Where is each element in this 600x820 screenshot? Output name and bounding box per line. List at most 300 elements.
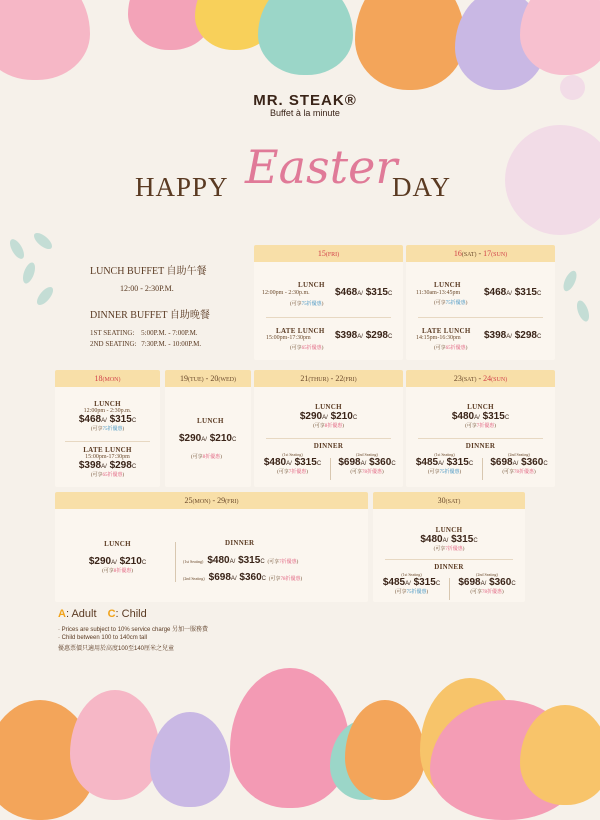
discount-note	[55, 471, 160, 478]
dinner-label: DINNER	[465, 442, 496, 450]
date-number: 25	[184, 496, 193, 505]
meal-label: LUNCH	[467, 403, 494, 411]
adult-price: $290	[299, 411, 323, 422]
discount-note	[450, 588, 524, 595]
dinner-buffet-title: DINNER BUFFET 自助晚餐	[90, 310, 210, 321]
disc-pre: (可享	[102, 569, 114, 574]
discount-note	[55, 425, 160, 432]
child-price: $315	[294, 457, 317, 468]
disc-post: )	[426, 590, 429, 595]
second-seating	[183, 567, 302, 585]
lunch-section	[55, 400, 160, 432]
adult-suffix: A	[101, 418, 106, 424]
seating-label: (2nd Seating)	[476, 572, 498, 577]
adult-price: $290	[179, 433, 202, 444]
adult-suffix: A	[357, 291, 362, 297]
adult-suffix: A	[506, 334, 511, 340]
meal-label: LUNCH	[298, 281, 325, 289]
lunch-buffet-time: 12:00 - 2:30P.M.	[120, 284, 174, 293]
disc-post: )	[321, 346, 324, 351]
leaf-decoration	[34, 284, 56, 307]
disc-value: 7折優惠	[476, 424, 495, 429]
meal-label: LATE LUNCH	[83, 446, 132, 454]
adult-price: $480	[207, 555, 230, 566]
disc-pre: (可享	[90, 473, 103, 478]
legend-note: 優惠票價只適用於高度100至140厘米之兒童	[58, 646, 175, 652]
date-header	[55, 492, 368, 509]
date-dash: -	[330, 374, 334, 383]
slash: /	[446, 538, 449, 544]
child-suffix: C	[511, 581, 516, 587]
disc-value: 7折優惠	[279, 560, 297, 565]
child-price: $315	[365, 287, 388, 298]
disc-value: 78折優惠	[361, 470, 382, 475]
child-price: $315	[446, 457, 469, 468]
first-seating-row	[90, 329, 250, 337]
divider	[418, 317, 543, 318]
disc-pre: (可享	[465, 424, 477, 429]
date-header	[254, 370, 403, 387]
late-lunch-section	[55, 446, 160, 478]
child-letter: C	[107, 608, 116, 620]
adult-suffix: A	[286, 461, 291, 467]
adult-price: $290	[88, 556, 112, 567]
disc-pre: (可享	[433, 547, 446, 552]
disc-value: 65折優惠	[102, 473, 123, 478]
disc-value: 7折優惠	[445, 547, 463, 552]
child-suffix: C	[536, 291, 542, 297]
date-number: 24	[483, 374, 492, 383]
slash: /	[115, 560, 117, 566]
legend-note: · Prices are subject to 10% service charge 另加一服務費	[58, 627, 209, 633]
discount-note	[483, 468, 555, 475]
disc-pre: (可享	[290, 302, 302, 307]
disc-pre: (可享	[313, 424, 325, 429]
discount-note	[406, 422, 555, 429]
price-line	[55, 460, 160, 471]
seating-label: (1st Seating)	[183, 559, 204, 564]
discount-note	[290, 300, 323, 307]
adult-suffix: A	[506, 291, 511, 297]
price-legend	[58, 608, 208, 652]
disc-pre: (可享	[427, 470, 440, 475]
easter-egg-decoration	[345, 700, 425, 800]
brand-logo	[250, 92, 360, 118]
adult-price: $698	[338, 457, 361, 468]
price-line	[375, 577, 448, 588]
slash: /	[105, 464, 107, 470]
price-line	[207, 555, 267, 566]
disc-value: 8折優惠	[324, 424, 343, 429]
child-suffix: C	[473, 538, 478, 544]
discount-note	[290, 344, 323, 351]
disc-pre: (可享	[470, 590, 482, 595]
child-price: $298	[514, 330, 537, 341]
child-suffix: C	[391, 461, 396, 467]
discount-note	[373, 545, 525, 552]
weekday: (WED)	[218, 377, 236, 383]
second-seating	[331, 452, 403, 475]
discount-note	[408, 468, 481, 475]
disc-post: )	[502, 590, 504, 595]
meal-label: LUNCH	[94, 400, 121, 408]
date-box-19-20	[165, 370, 251, 487]
child-price: $210	[209, 433, 232, 444]
dinner-label: DINNER	[225, 539, 255, 547]
disc-post: )	[462, 547, 465, 552]
divider	[266, 438, 391, 439]
child-suffix: C	[387, 291, 393, 297]
date-dash: -	[478, 249, 482, 258]
price-line	[335, 330, 392, 341]
date-number: 16	[453, 249, 462, 258]
weekday: (SUN)	[491, 252, 508, 258]
first-seating	[375, 572, 448, 595]
first-seating	[256, 452, 329, 475]
discount-note	[267, 560, 298, 565]
easter-egg-decoration	[70, 690, 160, 800]
legend-note: · Child between 100 to 140cm tall	[58, 635, 148, 641]
divider	[385, 559, 513, 560]
price-line	[408, 457, 481, 468]
disc-pre: (可享	[502, 470, 514, 475]
date-number: 18	[94, 374, 103, 383]
meal-time: 14:15pm-16:30pm	[416, 335, 461, 341]
disc-pre: (可享	[350, 470, 362, 475]
disc-post: )	[465, 346, 468, 351]
date-number: 23	[453, 374, 462, 383]
disc-post: )	[534, 470, 536, 475]
disc-post: )	[131, 569, 133, 574]
adult-suffix: A	[360, 461, 365, 467]
slash: /	[510, 291, 512, 297]
child-price: $298	[365, 330, 388, 341]
child-price: $298	[109, 460, 132, 471]
price-line	[55, 414, 160, 425]
weekday: (FRI)	[225, 499, 239, 505]
first-seating-label: 1ST SEATING:	[90, 329, 135, 337]
child-price: $360	[489, 577, 512, 588]
disc-value: 78折優惠	[280, 577, 301, 582]
leaf-decoration	[561, 269, 579, 293]
brand-tagline: Buffet à la minute	[270, 108, 340, 118]
date-number: 21	[300, 374, 309, 383]
adult-suffix: A	[101, 464, 106, 470]
date-header	[165, 370, 251, 387]
date-number: 17	[483, 249, 492, 258]
disc-pre: (可享	[394, 590, 407, 595]
weekday: (FRI)	[343, 377, 357, 383]
adult-suffix: A	[405, 581, 410, 587]
weekday: (SAT)	[445, 499, 461, 505]
second-seating-time: 7:30P.M. - 10:00P.M.	[141, 340, 202, 348]
dinner-label: DINNER	[313, 442, 344, 450]
date-header	[373, 492, 525, 509]
date-header	[254, 245, 403, 262]
leaf-decoration	[31, 230, 54, 252]
discount-note	[256, 468, 329, 475]
adult-price: $698	[208, 572, 231, 583]
disc-value: 7折優惠	[288, 470, 307, 475]
easter-egg-decoration	[355, 0, 465, 90]
child-suffix: C	[316, 461, 322, 467]
meal-label: LUNCH	[435, 526, 463, 534]
price-line	[331, 457, 403, 468]
second-seating-label: 2ND SEATING:	[90, 340, 137, 348]
slash: /	[290, 461, 292, 467]
seating-label: (1st Seating)	[401, 572, 422, 577]
weekday: (SAT)	[461, 377, 477, 383]
price-line	[484, 287, 541, 298]
slash: /	[326, 415, 328, 421]
leaf-decoration	[7, 237, 27, 261]
second-seating	[483, 452, 555, 475]
child-suffix: C	[504, 415, 510, 421]
disc-post: )	[122, 473, 125, 478]
adult-suffix: A	[474, 415, 479, 421]
price-line	[335, 287, 392, 298]
slash: /	[409, 581, 411, 587]
easter-egg-decoration	[230, 668, 350, 808]
slash: /	[516, 461, 519, 467]
disc-post: )	[306, 470, 308, 475]
child-suffix: C	[352, 415, 358, 421]
date-box-16-17	[406, 245, 555, 360]
child-suffix: C	[468, 461, 474, 467]
discount-note	[375, 588, 448, 595]
price-line	[209, 572, 269, 583]
slash: /	[234, 576, 237, 582]
adult-price: $485	[415, 457, 439, 468]
disc-pre: (可享	[191, 455, 203, 460]
watercolor-circle	[560, 75, 585, 100]
title-day: DAY	[392, 172, 452, 202]
adult-suffix: A	[201, 437, 206, 443]
title-happy: HAPPY	[135, 172, 229, 202]
weekday: (THUR)	[308, 377, 329, 383]
child-price: $210	[330, 411, 353, 422]
disc-value: 75折優惠	[301, 302, 322, 307]
slash: /	[442, 461, 444, 467]
disc-post: )	[382, 470, 384, 475]
date-number: 29	[217, 496, 226, 505]
adult-price: $480	[451, 411, 475, 422]
slash: /	[364, 461, 367, 467]
disc-value: 8折優惠	[202, 455, 221, 460]
slash: /	[205, 437, 207, 443]
child-suffix: C	[387, 334, 393, 340]
disc-value: 65折優惠	[301, 346, 322, 351]
easter-egg-decoration	[0, 0, 90, 80]
weekday: (FRI)	[325, 252, 340, 258]
child-price: $315	[109, 414, 132, 425]
divider	[418, 438, 543, 439]
slash: /	[510, 334, 512, 340]
easter-egg-decoration	[258, 0, 353, 75]
meal-label: LUNCH	[315, 403, 342, 411]
adult-suffix: A	[230, 576, 235, 582]
child-price: $315	[238, 555, 261, 566]
dinner-label: DINNER	[434, 563, 464, 571]
adult-suffix: A	[357, 334, 362, 340]
disc-value: 75折優惠	[439, 470, 460, 475]
seating-label: (2nd Seating)	[183, 576, 205, 581]
adult-price: $468	[335, 287, 358, 298]
child-suffix: C	[543, 461, 548, 467]
date-box-25-29	[55, 492, 368, 602]
date-dash: -	[212, 496, 216, 505]
child-price: $360	[239, 572, 262, 583]
weekday: (MON)	[102, 377, 121, 383]
adult-suffix: A	[229, 559, 234, 565]
leaf-decoration	[21, 261, 38, 285]
disc-post: )	[465, 301, 468, 306]
price-line	[450, 577, 524, 588]
disc-pre: (可享	[277, 470, 289, 475]
adult-price: $480	[263, 457, 287, 468]
child-suffix: C	[261, 576, 266, 582]
meal-time: 12:00pm - 2:30p.m.	[83, 408, 132, 414]
date-number: 15	[317, 249, 326, 258]
weekday: (SUN)	[491, 377, 508, 383]
title-easter: Easter	[245, 140, 398, 194]
date-header	[55, 370, 160, 387]
meal-label: LATE LUNCH	[276, 327, 325, 335]
child-price: $315	[482, 411, 505, 422]
date-number: 22	[335, 374, 344, 383]
disc-value: 78折優惠	[513, 470, 534, 475]
watercolor-circle	[505, 125, 600, 235]
meal-label: LUNCH	[197, 417, 224, 425]
disc-post: )	[459, 470, 462, 475]
discount-note	[331, 468, 403, 475]
meal-time: 11:30am-13:45pm	[416, 290, 461, 296]
slash: /	[478, 415, 480, 421]
first-seating	[183, 550, 298, 568]
child-price: $210	[119, 556, 142, 567]
lunch-section	[373, 526, 525, 552]
adult-suffix: A	[322, 415, 327, 421]
price-line	[65, 556, 170, 567]
disc-value: 78折優惠	[481, 590, 502, 595]
child-price: $315	[451, 534, 474, 545]
price-line	[484, 330, 541, 341]
price-line	[254, 411, 403, 422]
adult-price: $468	[484, 287, 507, 298]
discount-note	[65, 567, 170, 574]
disc-pre: (可享	[290, 346, 302, 351]
child-suffix: C	[260, 559, 265, 565]
disc-value: 75折優惠	[445, 301, 466, 306]
slash: /	[105, 418, 107, 424]
second-seating-row	[90, 340, 250, 348]
disc-post: )	[296, 560, 299, 565]
adult-letter: A	[58, 608, 66, 620]
disc-pre: (可享	[90, 427, 103, 432]
discount-note	[269, 577, 302, 582]
disc-value: 75折優惠	[102, 427, 123, 432]
price-line	[406, 411, 555, 422]
first-seating-time: 5:00P.M. - 7:00P.M.	[141, 329, 198, 337]
divider	[65, 441, 150, 442]
date-header	[406, 245, 555, 262]
child-suffix: C	[435, 581, 441, 587]
child-suffix: C	[131, 418, 137, 424]
child-suffix: C	[131, 464, 137, 470]
meal-label: LUNCH	[104, 540, 131, 548]
leaf-decoration	[575, 299, 592, 323]
date-dash: -	[478, 374, 482, 383]
disc-post: )	[321, 302, 324, 307]
date-number: 30	[437, 496, 446, 505]
seating-label: (2nd Seating)	[508, 452, 530, 457]
lunch-section	[65, 540, 170, 574]
seating-label: (1st Seating)	[434, 452, 455, 457]
first-seating	[408, 452, 481, 475]
child-word: : Child	[115, 608, 147, 620]
disc-post: )	[122, 427, 125, 432]
divider	[266, 317, 391, 318]
date-box-21-22	[254, 370, 403, 487]
child-suffix: C	[231, 437, 237, 443]
child-suffix: C	[536, 334, 542, 340]
meal-time: 15:00pm-17:30pm	[85, 454, 130, 460]
seating-label: (1st Seating)	[282, 452, 303, 457]
meal-time: 15:00pm-17:30pm	[266, 335, 311, 341]
child-price: $315	[514, 287, 537, 298]
date-box-18	[55, 370, 160, 487]
date-number: 19	[179, 374, 188, 383]
date-number: 20	[210, 374, 219, 383]
child-suffix: C	[141, 560, 147, 566]
adult-suffix: A	[512, 461, 517, 467]
disc-post: )	[300, 577, 303, 582]
slash: /	[361, 291, 363, 297]
adult-price: $398	[484, 330, 507, 341]
weekday: (MON)	[192, 499, 211, 505]
adult-price: $468	[78, 414, 102, 425]
discount-note	[254, 422, 403, 429]
weekday: (TUE)	[187, 377, 204, 383]
lunch-section	[254, 403, 403, 429]
adult-suffix: A	[438, 461, 443, 467]
disc-pre: (可享	[434, 301, 446, 306]
lunch-buffet-title: LUNCH BUFFET 自助午餐	[90, 266, 207, 277]
date-box-30	[373, 492, 525, 602]
date-box-15	[254, 245, 403, 360]
meal-time: 12:00pm - 2:30p.m.	[262, 290, 310, 296]
adult-price: $698	[490, 457, 513, 468]
disc-post: )	[342, 424, 344, 429]
meal-label: LUNCH	[434, 281, 461, 289]
adult-suffix: A	[442, 538, 447, 544]
child-price: $360	[369, 457, 392, 468]
meal-label: LATE LUNCH	[422, 327, 471, 335]
child-price: $315	[413, 577, 436, 588]
disc-pre: (可享	[268, 577, 281, 582]
brand-name: MR. STEAK®	[253, 92, 357, 109]
price-line	[179, 433, 236, 444]
date-header	[406, 370, 555, 387]
disc-pre: (可享	[434, 346, 446, 351]
adult-price: $485	[382, 577, 406, 588]
adult-suffix: A	[111, 560, 116, 566]
weekday: (SAT)	[461, 252, 477, 258]
seating-label: (2nd Seating)	[356, 452, 378, 457]
slash: /	[361, 334, 363, 340]
price-line	[483, 457, 555, 468]
adult-price: $398	[335, 330, 358, 341]
